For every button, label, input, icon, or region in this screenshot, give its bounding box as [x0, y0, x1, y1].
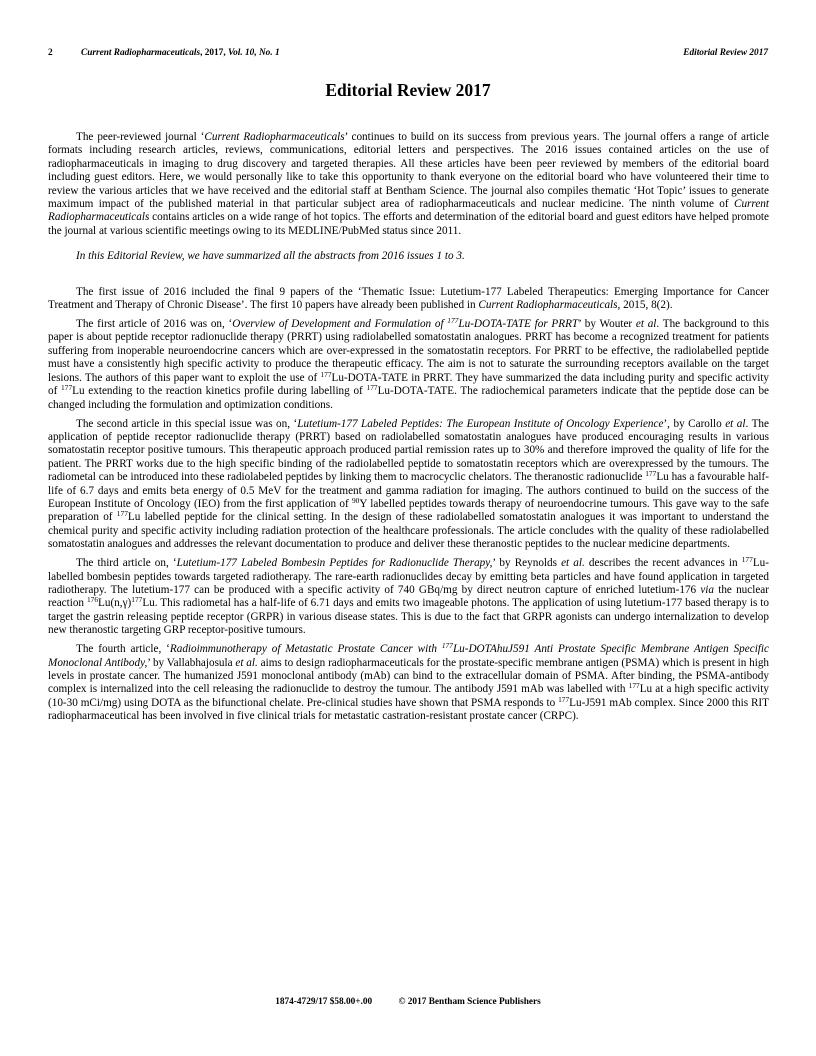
article-body: [48, 131, 769, 729]
isotope-superscript: 177: [447, 316, 459, 326]
isotope-superscript: 177: [320, 369, 332, 379]
text: The third article on, ‘: [76, 557, 177, 570]
issn-price: 1874-4729/17 $58.00+.00: [275, 997, 373, 1007]
text: Lu extending to the reaction kinetics profile during labelling of: [72, 385, 367, 398]
journal-volume: Vol. 10, No. 1: [227, 48, 280, 58]
paragraph-intro: [48, 131, 769, 238]
text: Lu-DOTAhuJ591 Anti Prostate Specific Membrane Antigen Specific Monoclonal Antibody,: [48, 643, 769, 669]
text: The fourth article, ‘: [76, 643, 170, 656]
text: Lu-DOTA-TATE for PRRT: [458, 318, 579, 331]
text: ’ by Vallabhajosula: [147, 656, 236, 669]
page-number: 2: [48, 48, 53, 58]
isotope-superscript: 177: [61, 383, 73, 393]
et-al: et al: [635, 318, 657, 331]
running-head: [48, 48, 768, 62]
text: Lu labelled peptide for the clinical setting. In the design of these radiolabelled somatostatin analogues it was important to understand the chemical purity and specific activity including radiation protection of the healthcare professionals. The article concludes with the quality of these radiolabelled somatostatin analogues and addresses the relevant documentation to produce and deliver these theranostic peptides to the nuclear medicine departments.: [48, 511, 769, 551]
paragraph-first-issue: [48, 286, 769, 313]
article-title: Lutetium-177 Labeled Bombesin Peptides for Radionuclide Therapy,: [176, 557, 493, 570]
et-al: et al.: [235, 656, 258, 669]
text: Lu-DOTA-TATE. The radiochemical parameters indicate that the peptide dose can be changed including the formulation and optimization conditions.: [48, 385, 770, 411]
et-al: et al: [725, 417, 746, 430]
text: Overview of Development and Formulation of: [232, 318, 448, 331]
text: Radioimmunotherapy of Metastatic Prostate Cancer with: [169, 643, 442, 656]
paragraph-article-2: [48, 418, 769, 552]
isotope-superscript: 177: [741, 555, 753, 565]
via-italic: via: [700, 583, 715, 596]
text: Lu(n,γ): [98, 597, 132, 610]
isotope-superscript: 177: [441, 641, 453, 651]
text: The second article in this special issue was on, ‘: [76, 417, 298, 430]
isotope-superscript: 176: [86, 595, 99, 605]
text: Lu-DOTA-TATE in PRRT. They have summarized the data including purity and specific activity of: [48, 371, 770, 398]
journal-name-italic: Current Radiopharmaceuticals: [48, 198, 769, 224]
text: Lu at a high specific activity (10-30 mCi/mg) using DOTA as the bifunctional chelate. Pre-clinical studies have shown that PSMA responds to: [48, 683, 769, 709]
isotope-superscript: 177: [628, 681, 640, 691]
text: The peer-reviewed journal ‘: [76, 131, 205, 143]
text: Lu-J591 mAb complex. Since 2000 this RIT radiopharmaceutical has been involved in five clinical trials for metastatic castration-resistant prostate cancer (CRPC).: [48, 696, 769, 723]
article-title: Lutetium-177 Labeled Peptides: The European Institute of Oncology Experience: [297, 417, 664, 430]
text: ’ by Wouter: [578, 318, 636, 331]
isotope-superscript: 177: [116, 509, 128, 519]
text: , 2015, 8(2).: [617, 299, 673, 312]
text: ’ by Reynolds: [492, 557, 562, 570]
paragraph-article-1: [48, 318, 769, 412]
text: The first article of 2016 was on, ‘: [76, 318, 233, 331]
text: . The application of peptide receptor radionuclide therapy (PRRT) based on radiolabelled somatostatin analogues have produced encouraging results in various somatostatin receptor positive tumours. This therapeutic approach produced partial remission rates up to 30% and therefore improved the quality of life for the patient. The PRRT works due to the high specific binding of the radiolabelled peptide to somatostatin receptors which are overexpressed by the tumours. The radiometal can be introduced into these radiolabeled peptides by linking them to macrocyclic chelators. The theranostic radionuclide: [48, 417, 769, 484]
page-footer: [0, 997, 816, 1007]
page-title: Editorial Review 2017: [325, 80, 491, 100]
copyright: © 2017 Bentham Science Publishers: [398, 997, 541, 1007]
text: ’ continues to build on its success from previous years. The journal offers a range of article formats including research articles, reviews, communications, editorial letters and perspectives. The 2016 issues contained articles on the use of radiopharmaceuticals in imaging to drug discovery and targeted therapies. All these articles have been peer reviewed by members of the editorial board including guest editors. Here, we would personally like to take this opportunity to thank everyone on the editorial board who have volunteered their time to review the various articles that we have received and the editorial staff at Bentham Science. The journal also compiles thematic ‘Hot Topic’ issues to generate maximum impact of the published material in that particular subject area of radiopharmaceuticals and nuclear medicine. The ninth volume of: [48, 131, 769, 211]
section-title: Editorial Review 2017: [683, 48, 768, 58]
text: Lu-labelled bombesin peptides towards targeted radiotherapy. The rare-earth radionuclides decay by emitting beta particles and have found application in targeted radiotherapy. The lutetium-177 can be produced with a specific activity of 740 GBq/mg by direct neutron capture of enriched lutetium-176: [48, 557, 769, 596]
isotope-superscript: 177: [645, 469, 657, 479]
text: aims to design radiopharmaceuticals for the prostate-specific membrane antigen (PSMA) which is present in high levels in prostate cancer. The humanized J591 monoclonal antibody (mAb) can bind to the extracellular domain of PSMA. After binding, the PSMA-antibody complex is internalized into the cell releasing the radionuclide to destroy the tumour. The antibody J591 mAb was labelled with: [48, 656, 770, 696]
article-title: [232, 318, 578, 330]
isotope-superscript: 177: [366, 383, 378, 393]
journal-name-italic: Current Radiopharmaceuticals: [204, 131, 345, 143]
text: The first issue of 2016 included the final 9 papers of the ‘Thematic Issue: Lutetium-177 Labeled Therapeutics: Emerging Importance for Cancer Treatment and Therapy of Chronic Disease’. The first 10 papers have already been published in: [48, 285, 769, 312]
journal-year: , 2017,: [200, 48, 228, 58]
text: Lu has a favourable half-life of 6.7 days and emits beta energy of 0.5 MeV for the treatment and gamma radiation for imaging. The authors continued to build on the success of the European Institute of Oncology (IEO) from the first application of: [48, 471, 769, 510]
paragraph-article-3: [48, 557, 769, 637]
text: Lu. This radiometal has a half-life of 6.71 days and emits two imageable photons. The application of using lutetium-177 based therapy is to target the gastrin releasing peptide receptor (GRPR) in various disease states. This is due to the fact that GRPR agonists can undergo internalization to develop new theranostic targeting GRP receptor-positive tumours.: [48, 597, 769, 637]
et-al: et al.: [561, 557, 585, 570]
isotope-superscript: 177: [558, 694, 570, 704]
journal-name: Current Radiopharmaceuticals: [81, 48, 201, 58]
isotope-superscript: 177: [131, 595, 143, 605]
journal-citation: [81, 48, 280, 58]
text: the nuclear reaction: [48, 583, 769, 610]
isotope-superscript: 90: [351, 495, 360, 505]
text: describes the recent advances in: [584, 557, 742, 570]
text: ’, by Carollo: [663, 417, 726, 430]
text: contains articles on a wide range of hot topics. The efforts and determination of the editorial board and guest editors have helped promote the journal at various scientific meetings owing to its MEDLINE/PubMed status since 2011.: [48, 211, 769, 237]
journal-name-italic: Current Radiopharmaceuticals: [478, 299, 618, 312]
text: Y labelled peptides towards therapy of neuroendocrine tumours. This gave way to the safe preparation of: [48, 497, 769, 524]
text: . The background to this paper is about peptide receptor radionuclide therapy (PRRT) using radiolabelled somatostatin analogues. PRRT has become a recognized treatment for patients suffering from inoperable neuroendocrine cancers which are over-expressed in the somatostatin receptors. For PRRT to be effective, the radiolabelled peptide must have a consistently high specific activity to produce the therapeutic efficacy. The aim is not to saturate the surrounding receptors available on the target lesions. The authors of this paper want to exploit the use of: [48, 318, 769, 384]
summary-statement: In this Editorial Review, we have summarized all the abstracts from 2016 issues 1 to 3.: [76, 250, 465, 263]
paragraph-article-4: [48, 643, 769, 723]
